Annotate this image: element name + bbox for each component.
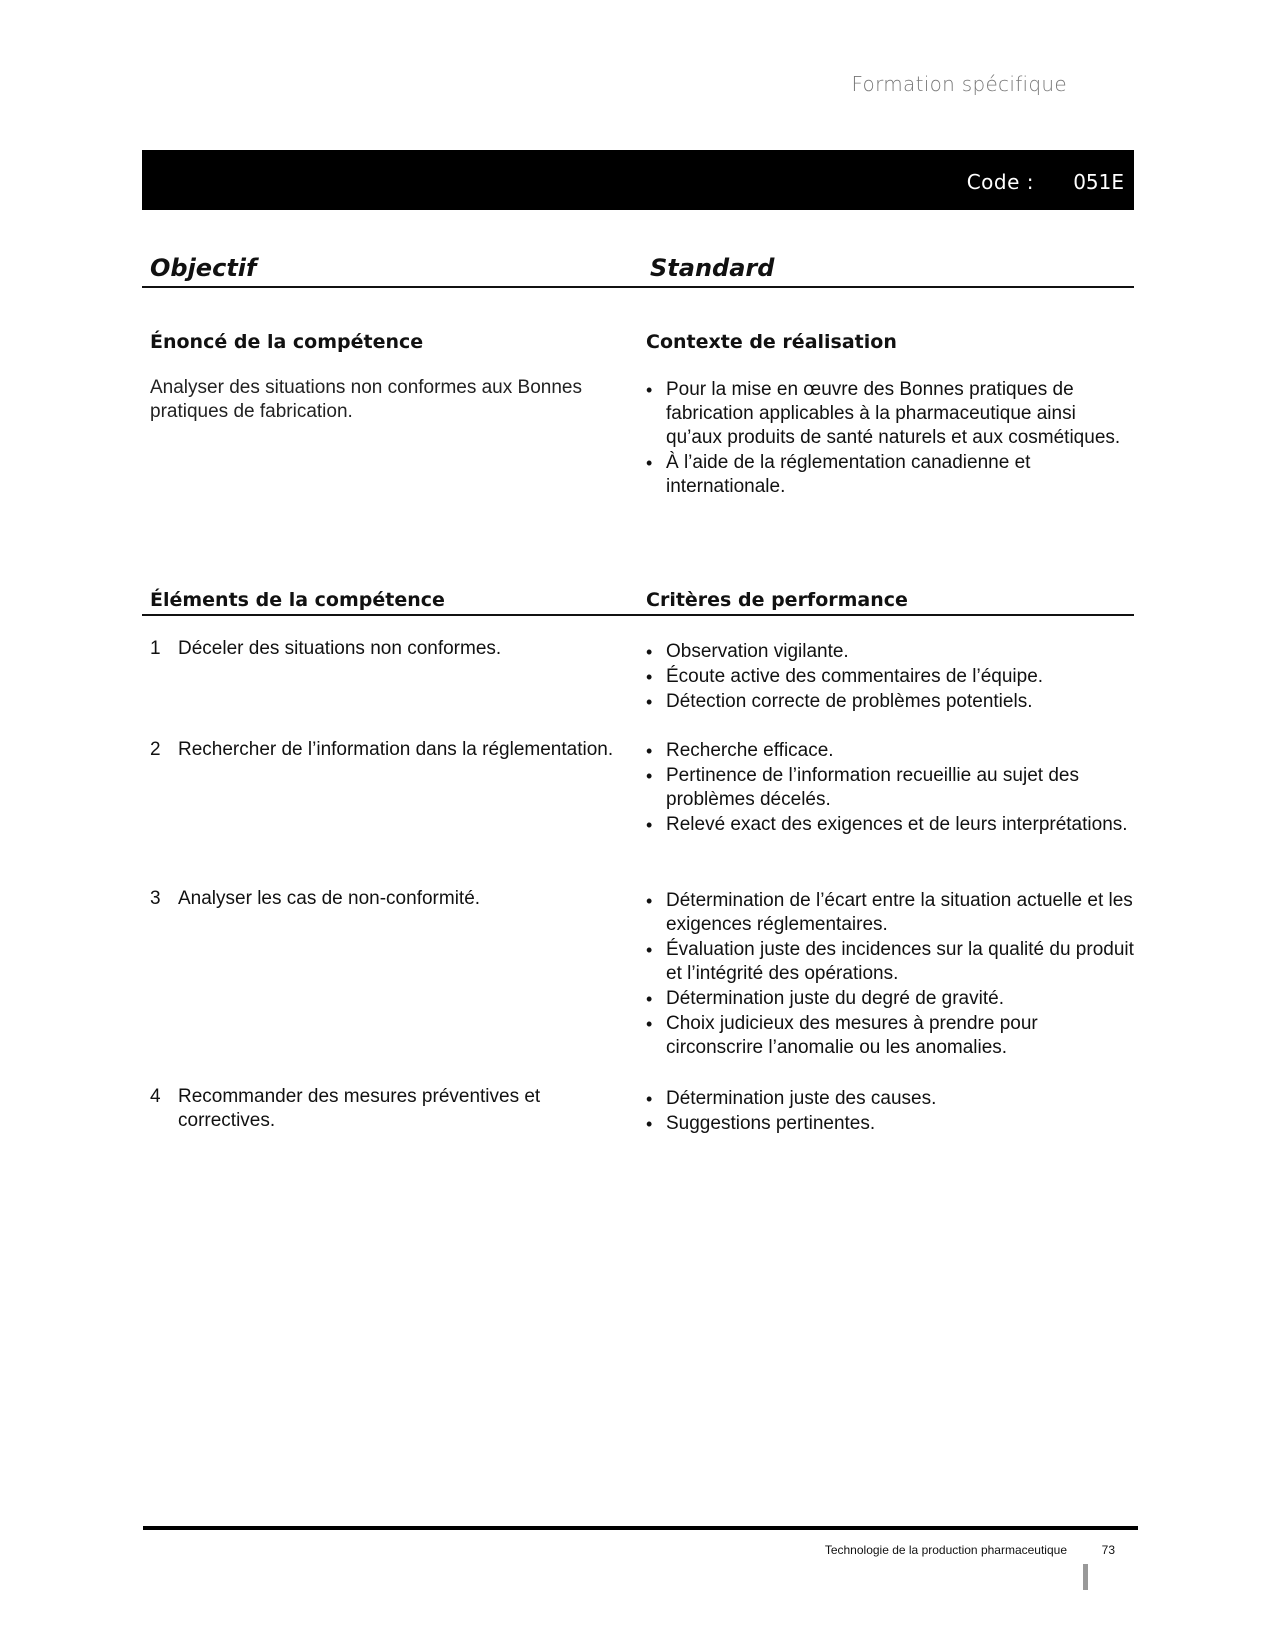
list-item: • Relevé exact des exigences et de leurs interprétations.: [644, 813, 1134, 837]
criteres-group-1: [644, 640, 1134, 715]
element-number: 2: [150, 739, 161, 760]
title-rule: [142, 286, 1134, 288]
list-item: • Observation vigilante.: [644, 640, 1134, 664]
code-bar: [142, 150, 1134, 210]
contexte-list: [644, 378, 1134, 500]
element-text: Analyser les cas de non-conformité.: [178, 888, 481, 909]
list-item: • Détection correcte de problèmes potentiels.: [644, 690, 1134, 714]
list-item: • Pertinence de l’information recueillie au sujet des problèmes décelés.: [644, 764, 1134, 812]
list-item: • Suggestions pertinentes.: [644, 1112, 1134, 1136]
element-text: Recommander des mesures préventives et correctives.: [178, 1086, 541, 1131]
criteres-heading: Critères de performance: [646, 589, 908, 611]
footer-title: Technologie de la production pharmaceutique: [824, 1543, 1067, 1557]
list-item: • Choix judicieux des mesures à prendre pour circonscrire l’anomalie ou les anomalies.: [644, 1012, 1134, 1060]
element-number: 4: [150, 1086, 161, 1107]
elements-heading: Éléments de la compétence: [150, 589, 445, 611]
competence-text: Analyser des situations non conformes aux Bonnes pratiques de fabrication.: [150, 377, 582, 422]
element-2: [150, 738, 620, 762]
competence-heading: Énoncé de la compétence: [150, 331, 424, 353]
criteres-group-2: [644, 739, 1134, 838]
footer-rule: [143, 1526, 1138, 1530]
element-text: Rechercher de l’information dans la réglementation.: [178, 739, 614, 760]
criteres-group-4: [644, 1087, 1134, 1137]
page-number: 73: [1101, 1543, 1115, 1557]
list-item: • Écoute active des commentaires de l’équipe.: [644, 665, 1134, 689]
criteres-group-3: [644, 889, 1134, 1061]
list-item: • À l’aide de la réglementation canadienne et internationale.: [644, 451, 1134, 499]
list-item: • Détermination juste du degré de gravité.: [644, 987, 1134, 1011]
element-3: [150, 887, 620, 911]
element-number: 3: [150, 888, 161, 909]
element-number: 1: [150, 638, 161, 659]
element-4: [150, 1085, 620, 1133]
list-item: • Détermination de l’écart entre la situation actuelle et les exigences réglementaires.: [644, 889, 1134, 937]
code-value: 051E: [1073, 170, 1124, 194]
contexte-heading: Contexte de réalisation: [646, 331, 897, 353]
page-marker: [1083, 1564, 1088, 1590]
objectif-title: Objectif: [150, 254, 257, 282]
code-label: Code :: [966, 170, 1034, 194]
elements-rule: [142, 614, 1134, 616]
section-label: Formation spécifique: [851, 72, 1067, 96]
list-item: • Détermination juste des causes.: [644, 1087, 1134, 1111]
element-text: Déceler des situations non conformes.: [178, 638, 502, 659]
element-1: [150, 637, 620, 661]
list-item: • Recherche efficace.: [644, 739, 1134, 763]
standard-title: Standard: [650, 254, 775, 282]
list-item: • Pour la mise en œuvre des Bonnes pratiques de fabrication applicables à la pharmaceutique ainsi qu’aux produits de santé naturels et aux cosmétiques.: [644, 378, 1134, 450]
list-item: • Évaluation juste des incidences sur la qualité du produit et l’intégrité des opérations.: [644, 938, 1134, 986]
